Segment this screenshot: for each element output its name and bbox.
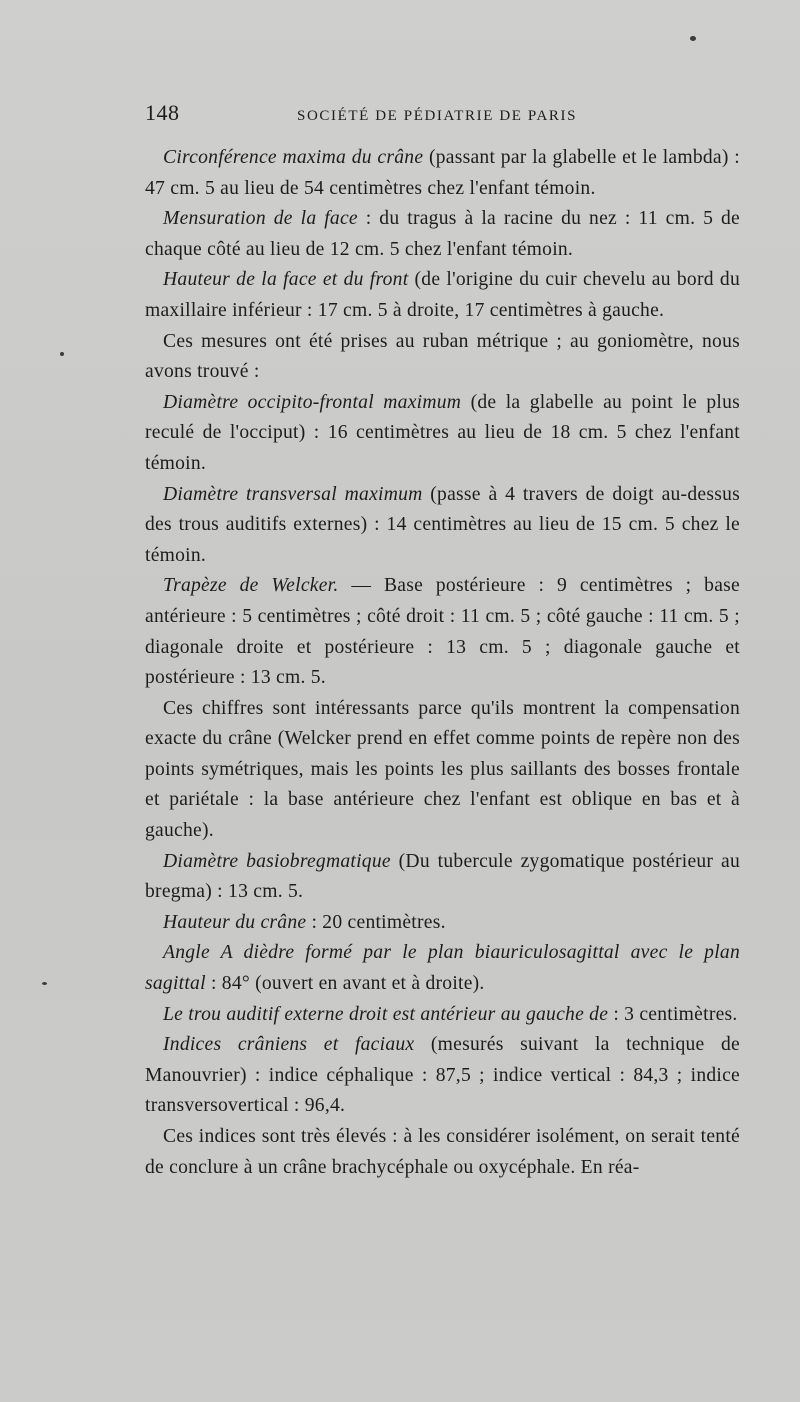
page-number: 148 [145,100,180,125]
italic-term: Trapèze de Welcker. [163,575,339,597]
page-header [145,100,745,130]
paragraph-diametre-transversal [145,480,740,572]
paragraph-text: Ces chiffres sont intéressants parce qu'ils montrent la compensation exacte du crâne (Welcker prend en effet comme points de repère non des points symétriques, mais les points les plus saillants des bosses frontale et pariétale : la base antérieure chez l'enfant est oblique en bas et à gauche). [145,697,740,842]
paragraph-trou-auditif [145,1000,740,1031]
paragraph-text: (passe à 4 travers de doigt au-dessus des trous auditifs externes) : 14 centimètres au lieu de 15 cm. 5 chez le témoin. [145,483,741,566]
paragraph-hauteur-face [145,265,740,326]
paragraph-mensuration-face [145,204,740,265]
paragraph-diametre-occipito-frontal [145,388,740,480]
paragraph-text: Ces indices sont très élevés : à les considérer isolément, on serait tenté de conclure à un crâne brachycéphale ou oxycéphale. En réa- [145,1126,740,1178]
running-title: SOCIÉTÉ DE PÉDIATRIE DE PARIS [297,108,578,124]
italic-term: Angle A dièdre formé par le plan biauriculosagittal avec le plan sagittal [145,942,740,995]
paragraph-mesures [145,327,740,388]
italic-term: Diamètre basiobregmatique [163,850,391,872]
paragraph-hauteur-crane [145,908,740,939]
ink-speck [42,982,47,985]
paragraph-text: (Du tubercule zygomatique postérieur au bregma) : 13 cm. 5. [145,850,741,903]
italic-term: Circonférence maxima du crâne [163,147,424,168]
paragraph-text: : du tragus à la racine du nez : 11 cm. 5 de chaque côté au lieu de 12 cm. 5 chez l'enfant témoin. [145,208,740,260]
paragraph-text: : 20 centimètres. [306,911,446,933]
paragraph-diametre-basiobregmatique [145,847,740,908]
paragraph-text: Ces mesures ont été prises au ruban métrique ; au goniomètre, nous avons trouvé : [145,330,740,383]
italic-term: Indices crâniens et faciaux [163,1034,415,1056]
paragraph-trapeze-welcker [145,571,740,693]
paragraph-circonference [145,143,740,204]
italic-term: Hauteur de la face et du front [163,269,409,291]
italic-term: Diamètre occipito-frontal maximum [163,391,462,413]
italic-term: Mensuration de la face [163,208,358,230]
paragraph-text: (passant par la glabelle et le lambda) : 47 cm. 5 au lieu de 54 centimètres chez l'enfant témoin. [145,147,740,199]
paragraph-text: (de la glabelle au point le plus reculé de l'occiput) : 16 centimètres au lieu de 18 cm. 5 chez l'enfant témoin. [145,391,740,474]
paragraph-angle-diedre [145,938,740,999]
paragraph-indices [145,1030,740,1122]
ink-speck [60,352,64,356]
paragraph-text: : 84° (ouvert en avant et à droite). [205,973,485,995]
italic-term: Hauteur du crâne [163,911,307,933]
italic-term: Diamètre transversal maximum [163,483,423,505]
body-text [145,143,740,1183]
paragraph-text: : 3 centimètres. [608,1003,738,1025]
paragraph-text: (de l'origine du cuir chevelu au bord du maxillaire inférieur : 17 cm. 5 à droite, 17 centimètres à gauche. [145,269,740,321]
ink-speck [690,36,696,41]
paragraph-text: (mesurés suivant la technique de Manouvrier) : indice céphalique : 87,5 ; indice vertical : 84,3 ; indice transversovertical : 96,4. [145,1034,740,1117]
paragraph-text: — Base postérieure : 9 centimètres ; base antérieure : 5 centimètres ; côté droit : 11 cm. 5 ; côté gauche : 11 cm. 5 ; diagonale droite et postérieure : 13 cm. 5 ; diagonale gauche et postérieure : 13 cm. 5. [145,575,740,689]
paragraph-conclusion [145,1122,740,1183]
italic-term: Le trou auditif externe droit est antérieur au gauche de [163,1003,609,1025]
paragraph-chiffres [145,694,740,847]
